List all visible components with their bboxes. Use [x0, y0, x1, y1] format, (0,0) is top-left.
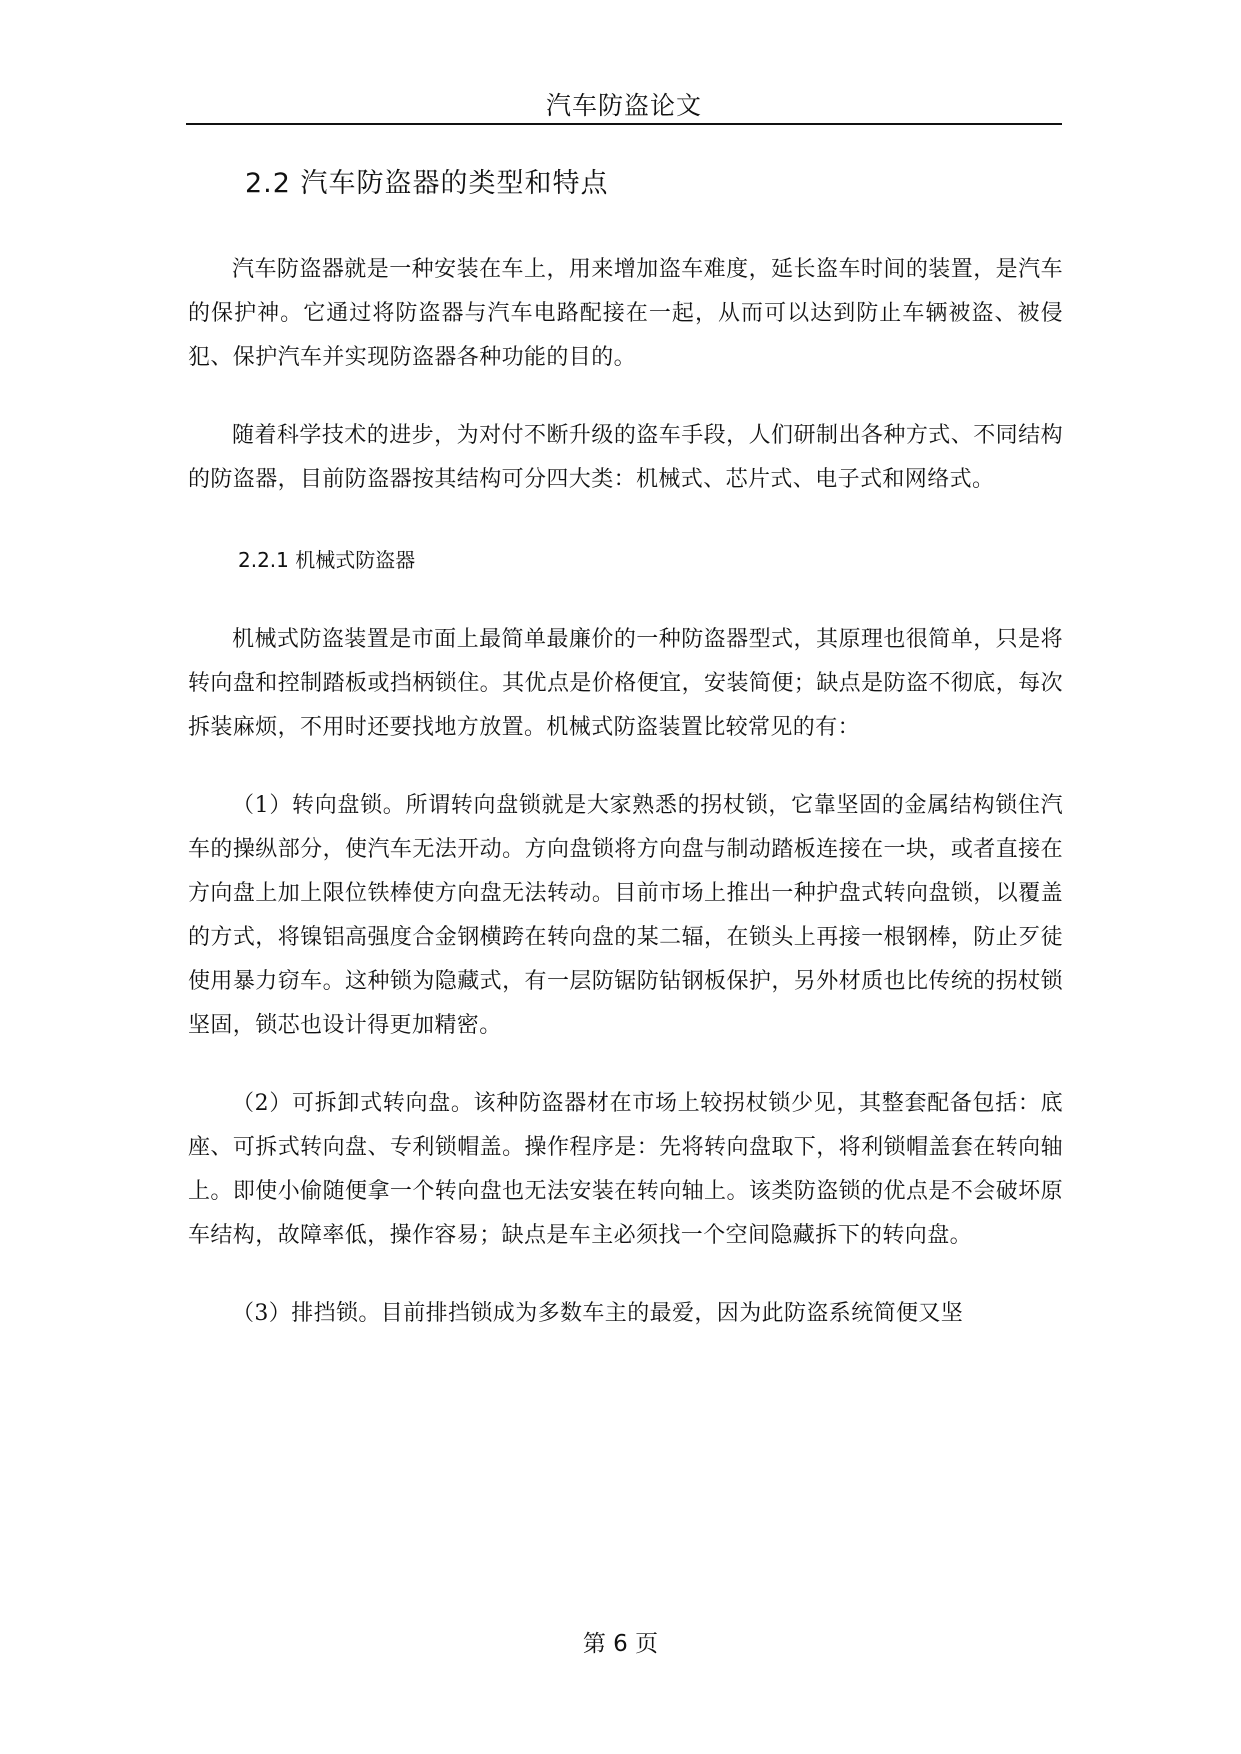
- document-body: [188, 160, 1063, 1336]
- body-paragraph: （1）转向盘锁。所谓转向盘锁就是大家熟悉的拐杖锁，它靠坚固的金属结构锁住汽车的操纵部分，使汽车无法开动。方向盘锁将方向盘与制动踏板连接在一块，或者直接在方向盘上加上限位铁棒使方向盘无法转动。目前市场上推出一种护盘式转向盘锁，以覆盖的方式，将镍铝高强度合金钢横跨在转向盘的某二辐，在锁头上再接一根钢棒，防止歹徒使用暴力窃车。这种锁为隐藏式，有一层防锯防钻钢板保护，另外材质也比传统的拐杖锁坚固，锁芯也设计得更加精密。: [188, 793, 1063, 1038]
- body-paragraph: （2）可拆卸式转向盘。该种防盗器材在市场上较拐杖锁少见，其整套配备包括：底座、可拆式转向盘、专利锁帽盖。操作程序是：先将转向盘取下，将利锁帽盖套在转向轴上。即使小偷随便拿一个转向盘也无法安装在转向轴上。该类防盗锁的优点是不会破坏原车结构，故障率低，操作容易；缺点是车主必须找一个空间隐藏拆下的转向盘。: [188, 1091, 1063, 1248]
- body-paragraph: 汽车防盗器就是一种安装在车上，用来增加盗车难度，延长盗车时间的装置，是汽车的保护神。它通过将防盗器与汽车电路配接在一起，从而可以达到防止车辆被盗、被侵犯、保护汽车并实现防盗器各种功能的目的。: [188, 257, 1063, 370]
- running-header: 汽车防盗论文: [545, 91, 702, 120]
- page-number: 第 6 页: [582, 1631, 659, 1657]
- header-rule: [186, 123, 1062, 125]
- body-paragraph: （3）排挡锁。目前排挡锁成为多数车主的最爱，因为此防盗系统简便又坚: [232, 1301, 964, 1326]
- body-paragraph: 机械式防盗装置是市面上最简单最廉价的一种防盗器型式，其原理也很简单，只是将转向盘和控制踏板或挡柄锁住。其优点是价格便宜，安装简便；缺点是防盗不彻底，每次拆装麻烦，不用时还要找地方放置。机械式防盗装置比较常见的有：: [188, 627, 1063, 740]
- subsection-heading: 2.2.1 机械式防盗器: [238, 548, 416, 572]
- section-heading: 2.2 汽车防盗器的类型和特点: [245, 168, 609, 199]
- body-paragraph: 随着科学技术的进步，为对付不断升级的盗车手段，人们研制出各种方式、不同结构的防盗器，目前防盗器按其结构可分四大类：机械式、芯片式、电子式和网络式。: [188, 423, 1063, 492]
